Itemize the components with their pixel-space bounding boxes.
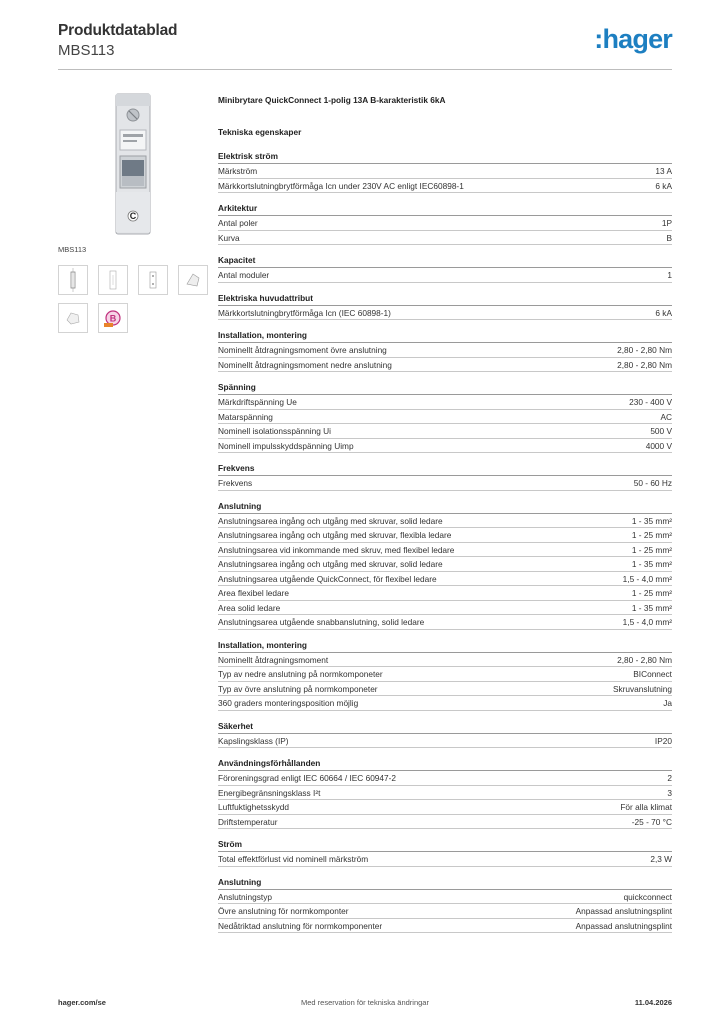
spec-value: quickconnect — [623, 891, 672, 902]
thumbnail-side-view-icon[interactable] — [178, 265, 208, 295]
spec-row — [218, 476, 672, 491]
spec-group — [218, 203, 672, 245]
spec-row — [218, 615, 672, 630]
spec-label: Nominellt åtdragningsmoment övre anslutning — [218, 345, 387, 355]
spec-group — [218, 382, 672, 453]
thumbnail-mounting-view-icon[interactable] — [58, 303, 88, 333]
spec-value: 2 — [667, 773, 672, 783]
spec-value: 1 - 35 mm² — [631, 515, 672, 526]
spec-group — [218, 839, 672, 867]
spec-label: Area flexibel ledare — [218, 588, 290, 598]
svg-text:B: B — [109, 313, 117, 324]
spec-row — [218, 306, 672, 321]
spec-label: Märkström — [218, 166, 258, 176]
spec-label: Anslutningsarea ingång och utgång med skruvar, solid ledare — [218, 559, 443, 569]
spec-value: 2,80 - 2,80 Nm — [617, 345, 672, 355]
spec-label: Märkdriftspänning Ue — [218, 397, 297, 407]
spec-value: 2,3 W — [650, 854, 672, 864]
spec-label: Typ av nedre anslutning på normkomponeter — [218, 669, 383, 679]
spec-label: Föroreningsgrad enligt IEC 60664 / IEC 60947-2 — [218, 773, 397, 783]
product-media — [58, 88, 208, 333]
spec-row — [218, 358, 672, 373]
device-letter: C — [129, 211, 137, 221]
spec-label: Antal moduler — [218, 270, 270, 280]
product-image — [58, 88, 208, 238]
spec-label: Nominell impulsskyddspänning Uimp — [218, 440, 354, 451]
spec-row — [218, 439, 672, 454]
spec-value: 1,5 - 4,0 mm² — [622, 573, 672, 584]
spec-row — [218, 815, 672, 830]
spec-row — [218, 231, 672, 246]
thumbnail-terminal-drawing-icon[interactable] — [138, 265, 168, 295]
spec-value: 2,80 - 2,80 Nm — [617, 359, 672, 370]
spec-row — [218, 734, 672, 749]
thumbnail-single-wire-icon[interactable] — [58, 265, 88, 295]
spec-value: 500 V — [650, 426, 672, 436]
spec-label: Luftfuktighetsskydd — [218, 802, 290, 812]
spec-label: 360 graders monteringsposition möjlig — [218, 698, 359, 708]
spec-row — [218, 557, 672, 572]
spec-group-title: Kapacitet — [218, 255, 672, 268]
spec-value: 1 - 35 mm² — [631, 602, 672, 613]
spec-value: 1 - 25 mm² — [631, 544, 672, 555]
spec-group-title: Installation, montering — [218, 330, 672, 343]
spec-label: Övre anslutning för normkomponter — [218, 906, 349, 916]
hager-logo: :hager — [594, 24, 672, 54]
spec-row — [218, 904, 672, 919]
spec-value: 1 - 25 mm² — [631, 530, 672, 540]
spec-label: Nominellt åtdragningsmoment nedre anslutning — [218, 359, 392, 370]
document-title: Produktdatablad — [58, 22, 178, 39]
spec-value: Skruvanslutning — [612, 683, 672, 694]
spec-value: 4000 V — [645, 440, 672, 451]
spec-value: AC — [660, 411, 672, 422]
spec-row — [218, 410, 672, 425]
spec-label: Anslutningsarea ingång och utgång med skruvar, solid ledare — [218, 515, 443, 526]
spec-value: För alla klimat — [620, 802, 672, 812]
spec-value: 1 - 25 mm² — [631, 588, 672, 598]
thumbnail-row-1 — [58, 265, 208, 295]
spec-group — [218, 501, 672, 630]
spec-row — [218, 682, 672, 697]
spec-label: Kapslingsklass (IP) — [218, 735, 289, 746]
spec-row — [218, 919, 672, 934]
spec-value: Anpassad anslutningsplint — [575, 920, 672, 931]
spec-group-title: Anslutning — [218, 877, 672, 890]
spec-row — [218, 514, 672, 529]
specifications — [218, 95, 672, 943]
spec-label: Nominellt åtdragningsmoment — [218, 654, 329, 665]
spec-group-title: Installation, montering — [218, 640, 672, 653]
spec-group — [218, 640, 672, 711]
spec-row — [218, 586, 672, 601]
spec-value: Anpassad anslutningsplint — [575, 906, 672, 916]
spec-value: 6 kA — [655, 307, 672, 318]
spec-value: 50 - 60 Hz — [633, 478, 672, 488]
spec-row — [218, 601, 672, 616]
page-header — [58, 22, 672, 70]
spec-value: 13 A — [655, 166, 672, 176]
spec-row — [218, 395, 672, 410]
spec-value: 6 kA — [655, 180, 672, 191]
spec-label: Driftstemperatur — [218, 816, 278, 827]
spec-value: IP20 — [654, 735, 672, 746]
spec-value: 1 - 35 mm² — [631, 559, 672, 569]
spec-group — [218, 721, 672, 749]
spec-row — [218, 800, 672, 815]
spec-label: Kurva — [218, 232, 240, 243]
spec-group — [218, 330, 672, 372]
spec-value: -25 - 70 °C — [631, 816, 672, 827]
spec-label: Typ av övre anslutning på normkomponeter — [218, 683, 378, 694]
spec-value: 2,80 - 2,80 Nm — [617, 654, 672, 665]
spec-label: Märkkortslutningbrytförmåga Icn under 230V AC enligt IEC60898-1 — [218, 180, 464, 191]
thumbnail-dimension-drawing-icon[interactable] — [98, 265, 128, 295]
image-caption: MBS113 — [58, 245, 87, 254]
circuit-breaker-icon — [58, 88, 208, 238]
spec-label: Nedåtriktad anslutning för normkomponenter — [218, 920, 383, 931]
spec-row — [218, 543, 672, 558]
spec-row — [218, 667, 672, 682]
spec-group-title: Ström — [218, 839, 672, 852]
spec-row — [218, 216, 672, 231]
spec-value: B — [666, 232, 672, 243]
spec-label: Anslutningsarea utgående QuickConnect, för flexibel ledare — [218, 573, 437, 584]
spec-label: Total effektförlust vid nominell märkström — [218, 854, 369, 864]
spec-row — [218, 653, 672, 668]
thumbnail-row-2 — [58, 303, 208, 333]
spec-group-title: Användningsförhållanden — [218, 758, 672, 771]
spec-label: Matarspänning — [218, 411, 273, 422]
spec-value: Ja — [663, 698, 672, 708]
spec-value: 1 — [667, 270, 672, 280]
spec-label: Anslutningsarea vid inkommande med skruv, med flexibel ledare — [218, 544, 455, 555]
product-name: Minibrytare QuickConnect 1-polig 13A B-karakteristik 6kA — [218, 95, 446, 105]
spec-label: Märkkortslutningbrytförmåga Icn (IEC 60898-1) — [218, 307, 391, 318]
spec-group — [218, 255, 672, 283]
spec-value: 3 — [667, 787, 672, 798]
spec-group-title: Spänning — [218, 382, 672, 395]
spec-label: Frekvens — [218, 478, 253, 488]
spec-row — [218, 890, 672, 905]
spec-label: Area solid ledare — [218, 602, 281, 613]
footer-note: Med reservation för tekniska ändringar — [301, 998, 429, 1007]
spec-row — [218, 268, 672, 283]
spec-row — [218, 164, 672, 179]
spec-row — [218, 771, 672, 786]
spec-value: 1P — [661, 218, 672, 228]
spec-group — [218, 293, 672, 321]
spec-label: Anslutningstyp — [218, 891, 272, 902]
spec-label: Antal poler — [218, 218, 258, 228]
spec-group — [218, 877, 672, 934]
spec-label: Nominell isolationsspänning Ui — [218, 426, 331, 436]
spec-group-title: Frekvens — [218, 463, 672, 476]
thumbnail-b-curve-label-icon[interactable] — [98, 303, 128, 333]
spec-group-title: Elektrisk ström — [218, 151, 672, 164]
spec-groups — [218, 151, 672, 933]
section-heading: Tekniska egenskaper — [218, 127, 302, 137]
spec-row — [218, 343, 672, 358]
spec-value: 1,5 - 4,0 mm² — [622, 617, 672, 627]
spec-group — [218, 463, 672, 491]
spec-group — [218, 758, 672, 829]
footer-date: 11.04.2026 — [634, 998, 672, 1007]
spec-group-title: Anslutning — [218, 501, 672, 514]
spec-row — [218, 424, 672, 439]
spec-row — [218, 786, 672, 801]
spec-value: BIConnect — [633, 669, 672, 679]
spec-row — [218, 572, 672, 587]
spec-row — [218, 852, 672, 867]
spec-group-title: Elektriska huvudattribut — [218, 293, 672, 306]
spec-label: Anslutningsarea utgående snabbanslutning, solid ledare — [218, 617, 425, 627]
spec-group-title: Arkitektur — [218, 203, 672, 216]
spec-value: 230 - 400 V — [629, 397, 672, 407]
spec-label: Anslutningsarea ingång och utgång med skruvar, flexibla ledare — [218, 530, 452, 540]
spec-row — [218, 179, 672, 194]
spec-row — [218, 528, 672, 543]
spec-row — [218, 696, 672, 711]
product-code: MBS113 — [58, 42, 115, 59]
spec-group — [218, 151, 672, 193]
spec-label: Energibegränsningsklass I²t — [218, 787, 321, 798]
footer-website[interactable]: hager.com/se — [58, 998, 106, 1007]
spec-group-title: Säkerhet — [218, 721, 672, 734]
